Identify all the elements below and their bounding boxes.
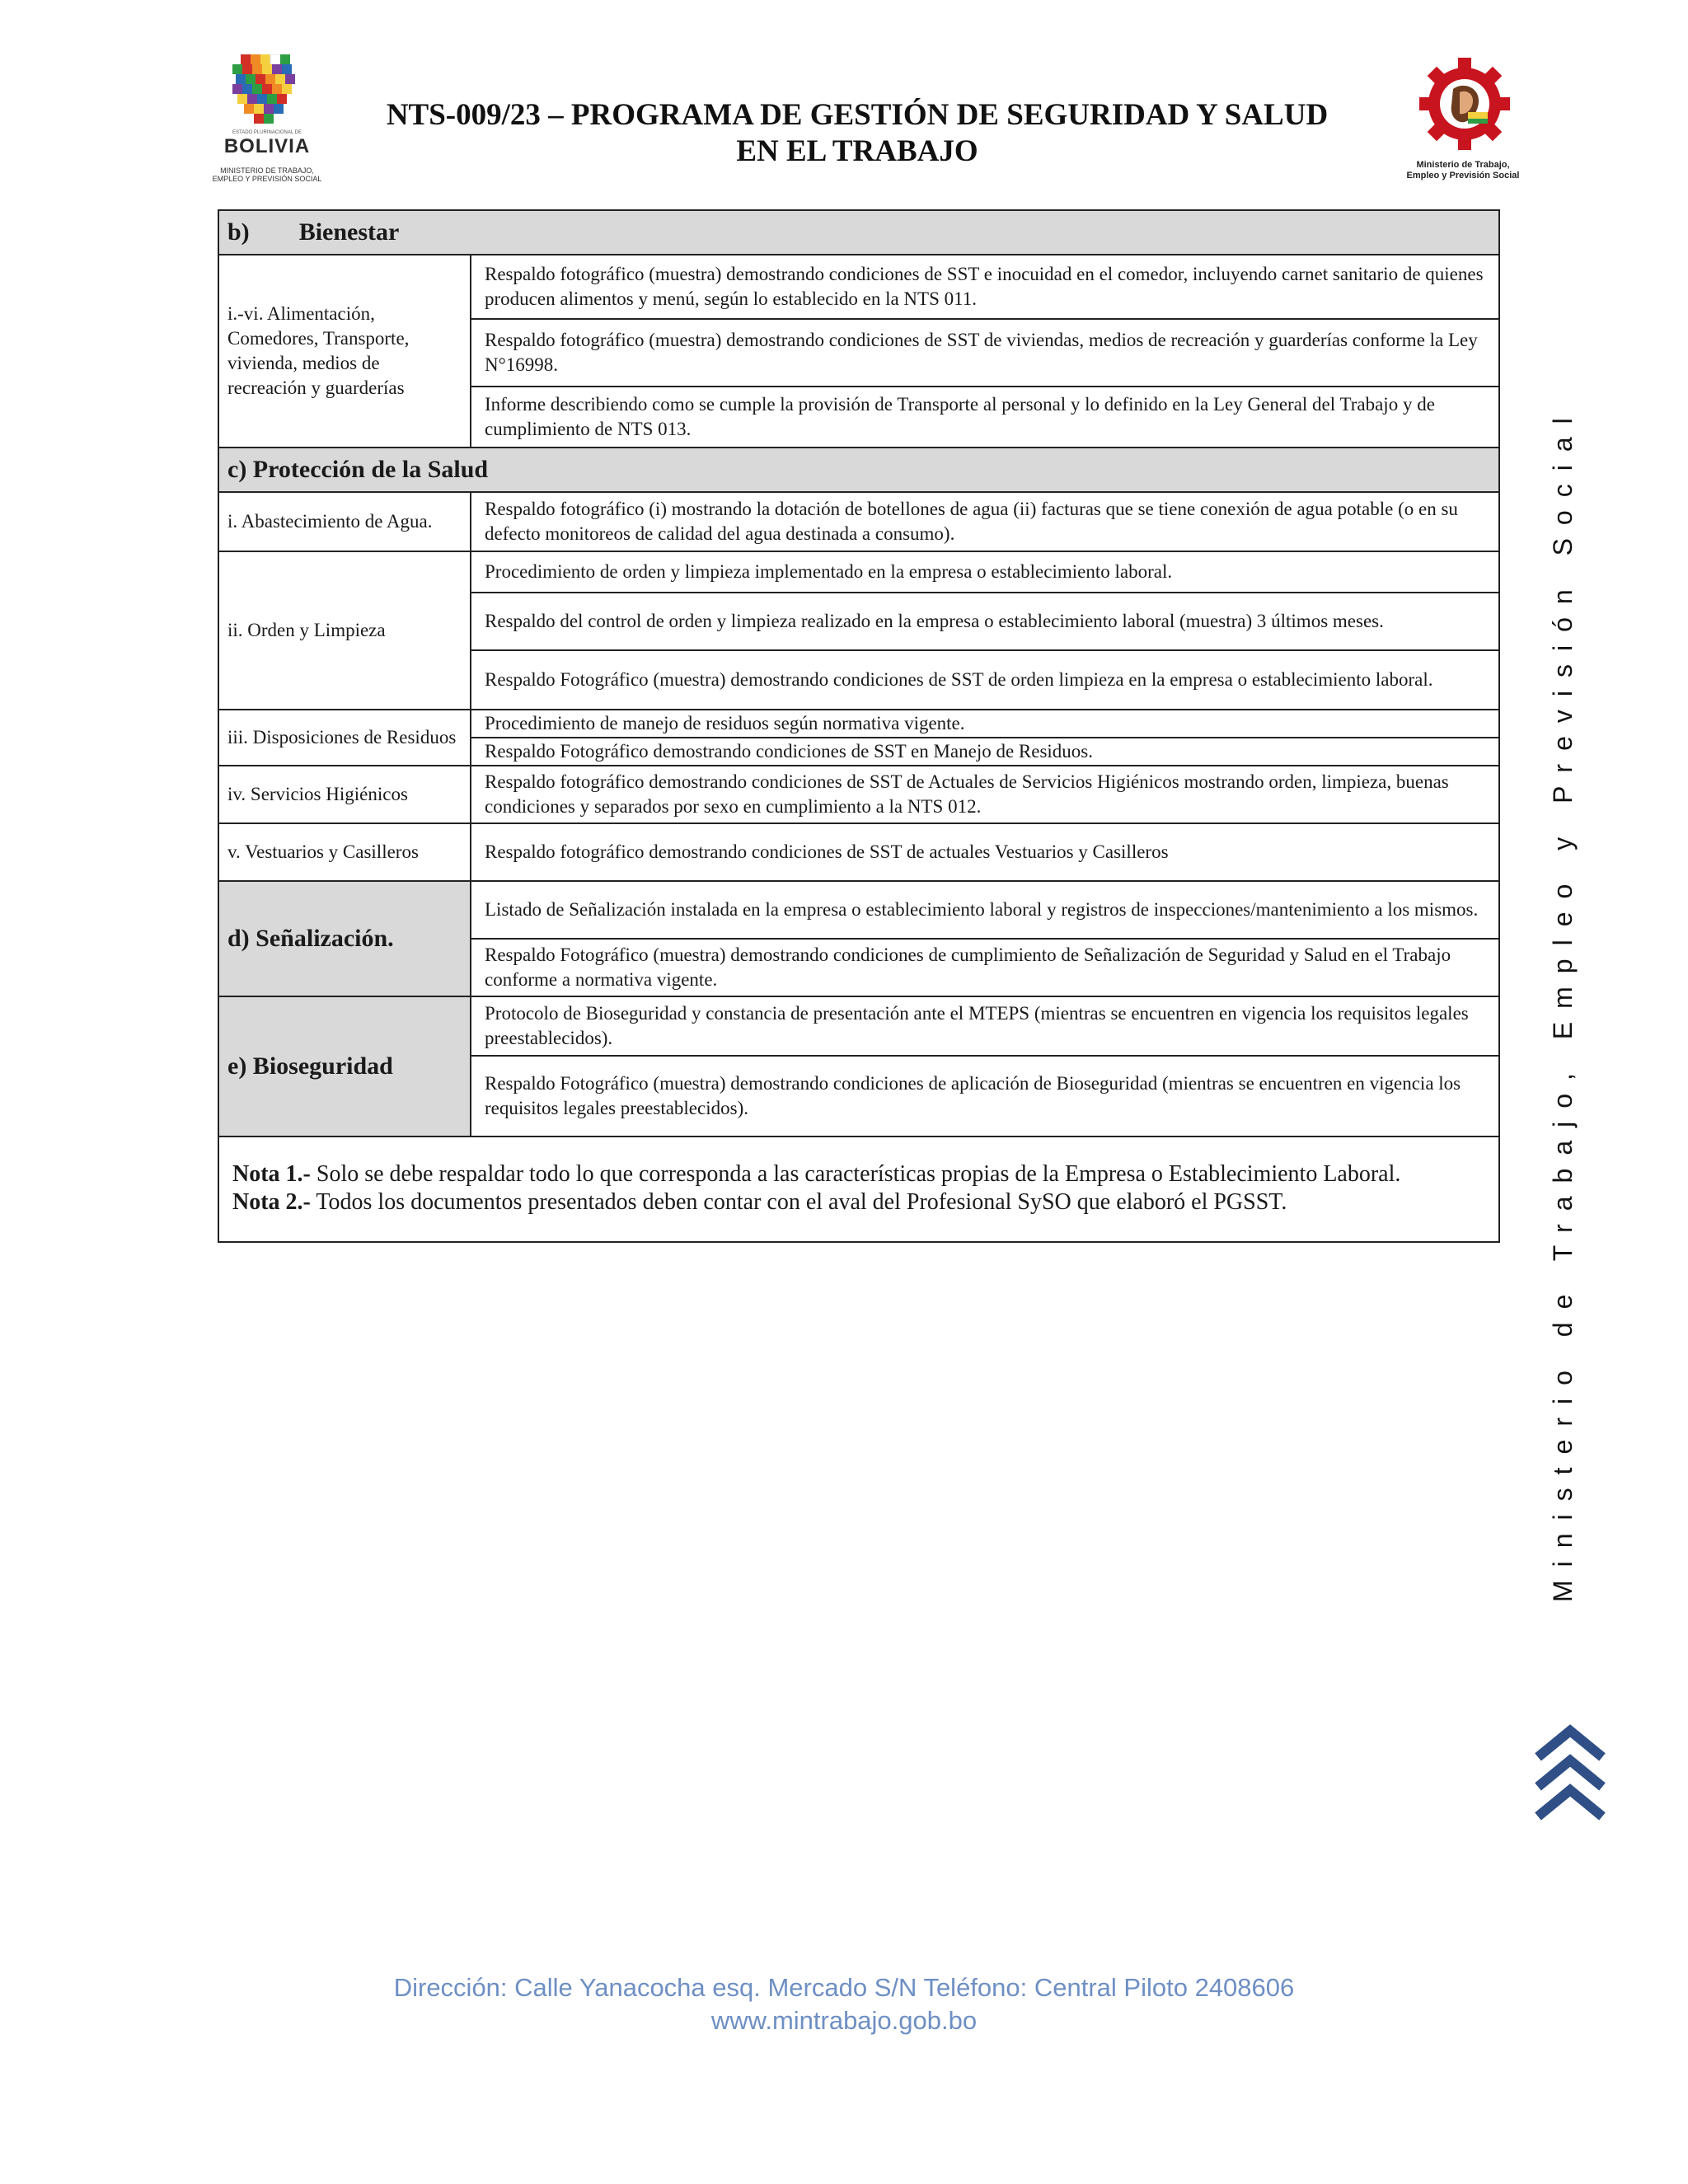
table-row: [218, 823, 1499, 881]
notes-cell: [218, 1137, 1499, 1242]
table-row: [218, 492, 1499, 551]
note-2-text: Todos los documentos presentados deben contar con el aval del Profesional SySO que elaboró el PGSST.: [310, 1189, 1287, 1215]
table-row: [218, 881, 1499, 939]
requirements-table: [218, 209, 1500, 1243]
footer: [0, 1971, 1688, 2037]
chevrons-up-icon: [1533, 1724, 1607, 1831]
title-line-2: EN EL TRABAJO: [736, 134, 978, 168]
higienicos-category: iv. Servicios Higiénicos: [218, 766, 471, 823]
ministry-caption: [1385, 160, 1541, 181]
agua-category: i. Abastecimiento de Agua.: [218, 492, 471, 551]
table-row: [218, 255, 1499, 319]
bioseguridad-heading: e) Bioseguridad: [218, 996, 471, 1137]
wiphala-emblem-icon: [232, 54, 298, 130]
section-b-header: [218, 210, 1499, 255]
gear-emblem-icon: [1419, 54, 1510, 160]
note-2-label: Nota 2.-: [232, 1189, 311, 1215]
section-b-heading: [218, 210, 1499, 255]
country-label: BOLIVIA: [223, 135, 311, 157]
residuos-item-1: Procedimiento de manejo de residuos según normativa vigente.: [471, 710, 1499, 738]
document-title: [346, 97, 1368, 170]
table-row: [218, 996, 1499, 1056]
vertical-ministry-text: Ministerio de Trabajo, Empleo y Previsión Social: [1548, 405, 1578, 1602]
orden-item-1: Procedimiento de orden y limpieza implementado en la empresa o establecimiento laboral.: [471, 551, 1499, 593]
table-row: [218, 551, 1499, 593]
bienestar-item-3: Informe describiendo como se cumple la provisión de Transporte al personal y lo definido en la Ley General del Trabajo y de cumplimiento de NTS 013.: [471, 387, 1499, 448]
note-1: [232, 1160, 1485, 1188]
table-row: [218, 766, 1499, 823]
bienestar-item-1: Respaldo fotográfico (muestra) demostrando condiciones de SST e inocuidad en el comedor, incluyendo carnet sanitario de quienes producen alimentos y menú, según lo establecido en la NTS 011.: [471, 255, 1499, 319]
orden-category: ii. Orden y Limpieza: [218, 551, 471, 710]
table-row: [218, 710, 1499, 738]
ministry-label: [193, 166, 341, 183]
section-c-heading: c) Protección de la Salud: [218, 448, 1499, 492]
caption-line-1: Ministerio de Trabajo,: [1416, 160, 1510, 170]
notes-row: [218, 1137, 1499, 1242]
section-c-header: [218, 448, 1499, 492]
note-1-text: Solo se debe respaldar todo lo que corresponda a las características propias de la Empresa o Establecimiento Laboral.: [310, 1161, 1401, 1187]
orden-item-2: Respaldo del control de orden y limpieza realizado en la empresa o establecimiento laboral (muestra) 3 últimos meses.: [471, 593, 1499, 650]
section-b-title: Bienestar: [298, 218, 400, 246]
note-2: [232, 1188, 1485, 1216]
senalizacion-item-1: Listado de Señalización instalada en la empresa o establecimiento laboral y registros de inspecciones/mantenimiento a los mismos.: [471, 881, 1499, 939]
senalizacion-heading: d) Señalización.: [218, 881, 471, 996]
ministry-line-1: MINISTERIO DE TRABAJO,: [220, 166, 314, 175]
orden-item-3: Respaldo Fotográfico (muestra) demostrando condiciones de SST de orden limpieza en la empresa o establecimiento laboral.: [471, 650, 1499, 710]
bienestar-category: i.-vi. Alimentación, Comedores, Transporte, vivienda, medios de recreación y guarderías: [218, 255, 471, 448]
bolivia-ministry-logo: [201, 54, 333, 194]
vestuarios-category: v. Vestuarios y Casilleros: [218, 823, 471, 881]
caption-line-2: Empleo y Previsión Social: [1406, 171, 1520, 180]
residuos-item-2: Respaldo Fotográfico demostrando condiciones de SST en Manejo de Residuos.: [471, 738, 1499, 766]
vestuarios-item-1: Respaldo fotográfico demostrando condiciones de SST de actuales Vestuarios y Casilleros: [471, 823, 1499, 881]
section-b-letter: b): [227, 218, 250, 246]
senalizacion-item-2: Respaldo Fotográfico (muestra) demostrando condiciones de cumplimiento de Señalización de Seguridad y Salud en el Trabajo conforme a normativa vigente.: [471, 939, 1499, 996]
ministry-line-2: EMPLEO Y PREVISIÓN SOCIAL: [212, 175, 322, 183]
bioseguridad-item-2: Respaldo Fotográfico (muestra) demostrando condiciones de aplicación de Bioseguridad (mientras se encuentren en vigencia los requisitos legales preestablecidos).: [471, 1056, 1499, 1137]
bienestar-item-2: Respaldo fotográfico (muestra) demostrando condiciones de SST de viviendas, medios de recreación y guarderías conforme la Ley N°16998.: [471, 319, 1499, 387]
note-1-label: Nota 1.-: [232, 1161, 311, 1187]
ministry-gear-logo: [1385, 54, 1541, 194]
bioseguridad-item-1: Protocolo de Bioseguridad y constancia de presentación ante el MTEPS (mientras se encuentren en vigencia los requisitos legales preestablecidos).: [471, 996, 1499, 1056]
country-small-label: ESTADO PLURINACIONAL DE: [232, 130, 302, 135]
residuos-category: iii. Disposiciones de Residuos: [218, 710, 471, 766]
higienicos-item-1: Respaldo fotográfico demostrando condiciones de SST de Actuales de Servicios Higiénicos mostrando orden, limpieza, buenas condiciones y separados por sexo en cumplimiento a la NTS 012.: [471, 766, 1499, 823]
footer-address: Dirección: Calle Yanacocha esq. Mercado S/N Teléfono: Central Piloto 2408606: [393, 1973, 1295, 2002]
footer-website[interactable]: www.mintrabajo.gob.bo: [710, 2006, 978, 2035]
title-line-1: NTS-009/23 – PROGRAMA DE GESTIÓN DE SEGURIDAD Y SALUD: [386, 98, 1329, 132]
agua-item-1: Respaldo fotográfico (i) mostrando la dotación de botellones de agua (ii) facturas que se tiene conexión de agua potable (o en su defecto monitoreos de calidad del agua destinada a consumo).: [471, 492, 1499, 551]
